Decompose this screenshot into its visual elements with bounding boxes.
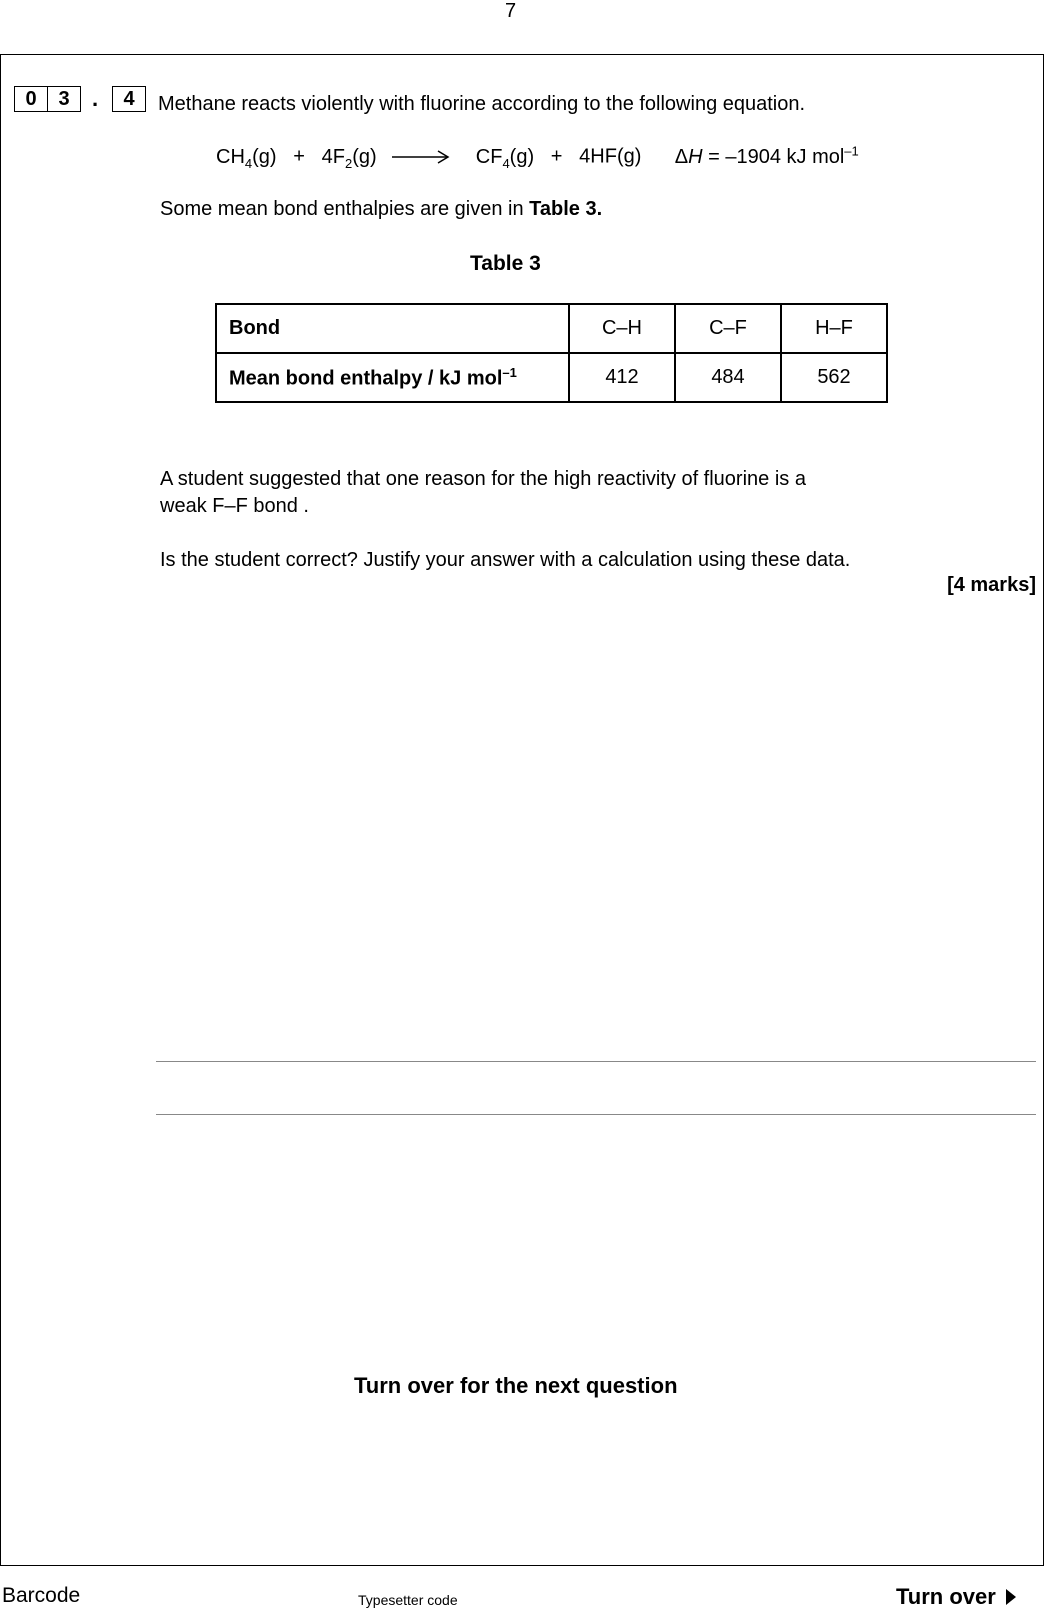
footer-turn-over: Turn over <box>896 1584 1016 1610</box>
student-statement-line-1: A student suggested that one reason for the high reactivity of fluorine is a <box>160 468 806 490</box>
enthalpy-change: ΔH = –1904 kJ mol$^{-1}$ <box>674 143 859 168</box>
turn-over-next-question: Turn over for the next question <box>354 1373 678 1398</box>
triangle-right-icon <box>1006 1589 1016 1605</box>
bond-cf: C–F <box>675 304 781 353</box>
question-digit-2: 3 <box>47 86 81 112</box>
footer-barcode: Barcode <box>2 1584 81 1607</box>
page-number: 7 <box>505 0 517 22</box>
product-cf4: $CF_4(g)$ <box>475 145 535 171</box>
table-row <box>216 353 887 402</box>
question-digit-1: 0 <box>14 86 48 112</box>
student-statement-line-2: weak F–F bond . <box>160 495 309 517</box>
answer-line[interactable] <box>156 1114 1036 1115</box>
table-intro: Some mean bond enthalpies are given in Table 3. <box>160 198 603 220</box>
reaction-equation <box>216 143 859 171</box>
reaction-arrow-icon <box>392 150 450 164</box>
reactant-fluorine: $4F_2(g)$ <box>321 145 377 171</box>
marks-label: [4 marks] <box>947 574 1036 596</box>
bond-ch: C–H <box>569 304 675 353</box>
answer-line[interactable] <box>156 1061 1036 1062</box>
question-part: 4 <box>112 86 146 112</box>
question-intro: Methane reacts violently with fluorine according to the following equation. <box>158 93 806 115</box>
bond-header: Bond <box>216 304 569 353</box>
value-ch: 412 <box>569 353 675 402</box>
question-dot: . <box>92 86 99 111</box>
footer-typesetter-code: Typesetter code <box>358 1592 458 1608</box>
page-frame <box>0 54 1044 1566</box>
bond-enthalpy-table <box>215 303 888 403</box>
product-hf: 4HF(g) <box>579 145 642 168</box>
question-prompt: Is the student correct? Justify your answer with a calculation using these data. <box>160 549 851 571</box>
plus-sign: + <box>293 145 305 168</box>
plus-sign: + <box>550 145 563 168</box>
table-row <box>216 304 887 353</box>
value-cf: 484 <box>675 353 781 402</box>
reactant-methane: $CH_4(g)$ <box>216 145 277 171</box>
bond-hf: H–F <box>781 304 887 353</box>
table-caption: Table 3 <box>470 252 541 275</box>
value-hf: 562 <box>781 353 887 402</box>
enthalpy-header: Mean bond enthalpy / kJ mol$^{-1}$ <box>216 353 569 402</box>
